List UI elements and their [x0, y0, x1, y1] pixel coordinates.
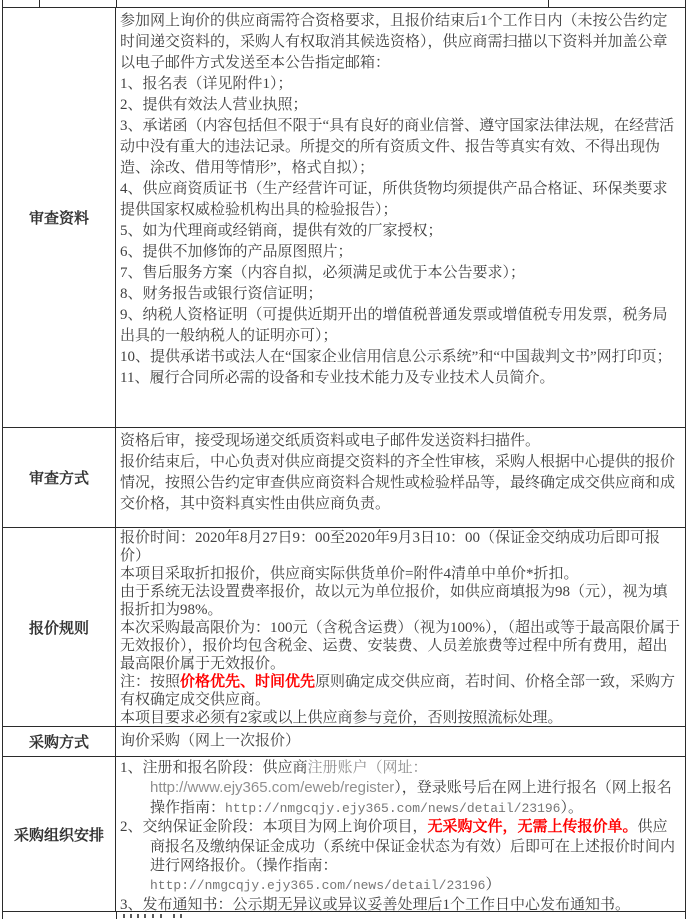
- paragraph: [120, 619, 681, 673]
- table-row-quotation-rules: [3, 528, 685, 727]
- paragraph: [120, 263, 681, 284]
- paragraph: [120, 583, 681, 619]
- text-segment: ）: [394, 780, 402, 797]
- text-segment: 报价结束后，中心负责对供应商提交资料的齐全性审核，采购人根据中心提供的报价情况，按照公告约定审查供应商资料合规性或检验样品等，最终确定成交供应商和成交价格，其中资料真实性由供应商负责。: [120, 454, 676, 512]
- paragraph: [120, 242, 681, 263]
- text-segment-gray: 注册账户: [307, 760, 368, 776]
- cropped-row-below: [3, 912, 685, 919]
- paragraph: [120, 818, 681, 896]
- text-segment: 报价时间：2020年8月27日9：00至2020年9月3日10：00（保证金交纳成功后即可报价）: [120, 530, 661, 564]
- table-row-procurement-arrangement: [3, 757, 685, 912]
- paragraph: [120, 74, 681, 95]
- clipped-text-fragment: [180, 914, 182, 918]
- text-segment-red: 无采购文件，无需上传报价单。: [427, 819, 638, 836]
- row-content-procurement-arrangement: [116, 757, 685, 911]
- paragraph: [120, 116, 681, 179]
- table-rows-container: [3, 8, 685, 912]
- text-segment-url-sans: http://www.ejy365.com/eweb/register: [150, 779, 395, 797]
- text-segment: 8、财务报告或银行资信证明；: [120, 286, 323, 302]
- announcement-table: [2, 0, 686, 919]
- text-segment: 3、承诺函（内容包括但不限于“具有良好的商业信誉、遵守国家法律法规，在经营活动中没有重大的违法记录。所提交的所有资质文件、报告等真实有效、不得出现伪造、涂改、借用等情形”，格式自拟）；: [120, 118, 675, 176]
- paragraph: [120, 452, 681, 515]
- text-segment: 7、售后服务方案（内容自拟，必须满足或优于本公告要求）；: [120, 265, 526, 281]
- cropped-row-above: [3, 0, 685, 8]
- clipped-text-fragment: [152, 914, 154, 918]
- text-segment: 询价采购（网上一次报价）: [120, 733, 301, 749]
- row-label-review-method: 审查方式: [3, 428, 116, 527]
- text-segment: 本次采购最高限价为：100元（含税含运费）（视为100%），（超出或等于最高限价属于无效报价），报价均包含税金、运费、安装费、人员差旅费等过程中所有费用，超出最高限价属于无效报价。: [120, 620, 680, 672]
- paragraph: [120, 284, 681, 305]
- paragraph: [120, 431, 681, 452]
- table-row-procurement-method: [3, 727, 685, 757]
- text-segment: 由于系统无法设置费率报价，故以元为单位报价，如供应商填报为98（元），视为填报折扣为98%。: [120, 584, 668, 618]
- row-label-quotation-rules: 报价规则: [3, 528, 116, 726]
- paragraph: [120, 896, 681, 911]
- text-segment: 1、注册和报名阶段：供应商: [120, 760, 308, 776]
- cropped-cell-divider: [116, 0, 117, 7]
- text-segment-url-mono: http://nmgcqjy.ejy365.com/news/detail/23196: [225, 800, 561, 816]
- text-segment: 2、交纳保证金阶段：本项目为网上询价项目，: [120, 819, 428, 836]
- text-segment: ）: [485, 877, 501, 894]
- paragraph: [120, 709, 681, 726]
- text-segment: 参加网上询价的供应商需符合资格要求，且报价结束后1个工作日内（未按公告约定时间递交资料的，采购人有权取消其候选资格），供应商需扫描以下资料并加盖公章以电子邮件方式发送至本公告指定邮箱：: [120, 13, 668, 71]
- clipped-text-fragment: [123, 914, 125, 918]
- text-segment: 2、提供有效法人营业执照；: [120, 97, 308, 113]
- cropped-cell-divider: [548, 0, 549, 7]
- text-segment: ，登录账号后在网上进行报名（网上报名操作指南：: [150, 780, 672, 816]
- clipped-text-fragment: [160, 914, 162, 918]
- row-content-procurement-method: [116, 727, 685, 756]
- text-segment: 供应商报名及缴纳保证金成功（系统中保证金状态为有效）后即可在上述报价时间内进行网络报价。（操作指南：: [150, 819, 676, 875]
- table-row-review-materials: [3, 8, 685, 428]
- text-segment: ）。: [560, 799, 583, 816]
- text-segment: 6、提供不加修饰的产品原图照片；: [120, 244, 353, 260]
- clipped-text-fragment: [130, 914, 132, 918]
- text-segment-url-mono: http://nmgcqjy.ejy365.com/news/detail/23196: [150, 878, 486, 894]
- text-segment: 注：按照: [120, 674, 181, 690]
- text-segment: 1、报名表（详见附件1）；: [120, 76, 293, 92]
- clipped-text-fragment: [173, 914, 175, 918]
- text-segment: 资格后审，接受现场递交纸质资料或电子邮件发送资料扫描件。: [120, 433, 541, 449]
- paragraph: [120, 759, 681, 818]
- clipped-text-fragment: [137, 914, 139, 918]
- text-segment: 本项目采取折扣报价，供应商实际供货单价=附件4清单中单价*折扣。: [120, 566, 579, 582]
- text-segment: 本项目要求必须有2家或以上供应商参与竞价，否则按照流标处理。: [120, 710, 563, 726]
- text-segment: 4、供应商资质证书（生产经营许可证，所供货物均须提供产品合格证、环保类要求提供国家权威检验机构出具的检验报告）；: [120, 181, 668, 218]
- row-content-quotation-rules: [116, 528, 685, 726]
- text-segment: 原则确定成交供应商，若时间、价格全部一致，采购方有权确定成交供应商。: [120, 674, 676, 708]
- row-content-review-method: [116, 428, 685, 527]
- paragraph: [120, 347, 681, 368]
- text-segment-gray: （网址：: [367, 760, 428, 776]
- paragraph: [120, 305, 681, 347]
- cropped-cell-divider: [116, 912, 117, 919]
- text-segment: 11、履行合同所必需的设备和专业技术能力及专业技术人员简介。: [120, 370, 555, 386]
- row-content-review-materials: [116, 8, 685, 427]
- clipped-text-fragment: [144, 914, 146, 918]
- text-segment: 10、提供承诺书或法人在“国家企业信用信息公示系统”和“中国裁判文书”网打印页；: [120, 349, 672, 365]
- row-label-procurement-method: 采购方式: [3, 727, 116, 756]
- paragraph: [120, 565, 681, 583]
- paragraph: [120, 368, 681, 389]
- text-segment: 5、如为代理商或经销商，提供有效的厂家授权；: [120, 223, 443, 239]
- paragraph: [120, 221, 681, 242]
- paragraph: [120, 529, 681, 565]
- table-row-review-method: [3, 428, 685, 528]
- text-segment: 3、发布通知书：公示期无异议或异议妥善处理后1个工作日中心发布通知书。: [120, 896, 631, 911]
- paragraph: [120, 11, 681, 74]
- cropped-cell-divider: [39, 0, 40, 7]
- paragraph: [120, 95, 681, 116]
- text-segment-red: 价格优先、时间优先: [180, 674, 316, 690]
- paragraph: [120, 673, 681, 709]
- text-segment: 9、纳税人资格证明（可提供近期开出的增值税普通发票或增值税专用发票，税务局出具的一般纳税人的证明亦可）；: [120, 307, 668, 344]
- paragraph: [120, 179, 681, 221]
- row-label-procurement-arrangement: 采购组织安排: [3, 757, 116, 911]
- row-label-review-materials: 审查资料: [3, 8, 116, 427]
- paragraph: [120, 731, 681, 752]
